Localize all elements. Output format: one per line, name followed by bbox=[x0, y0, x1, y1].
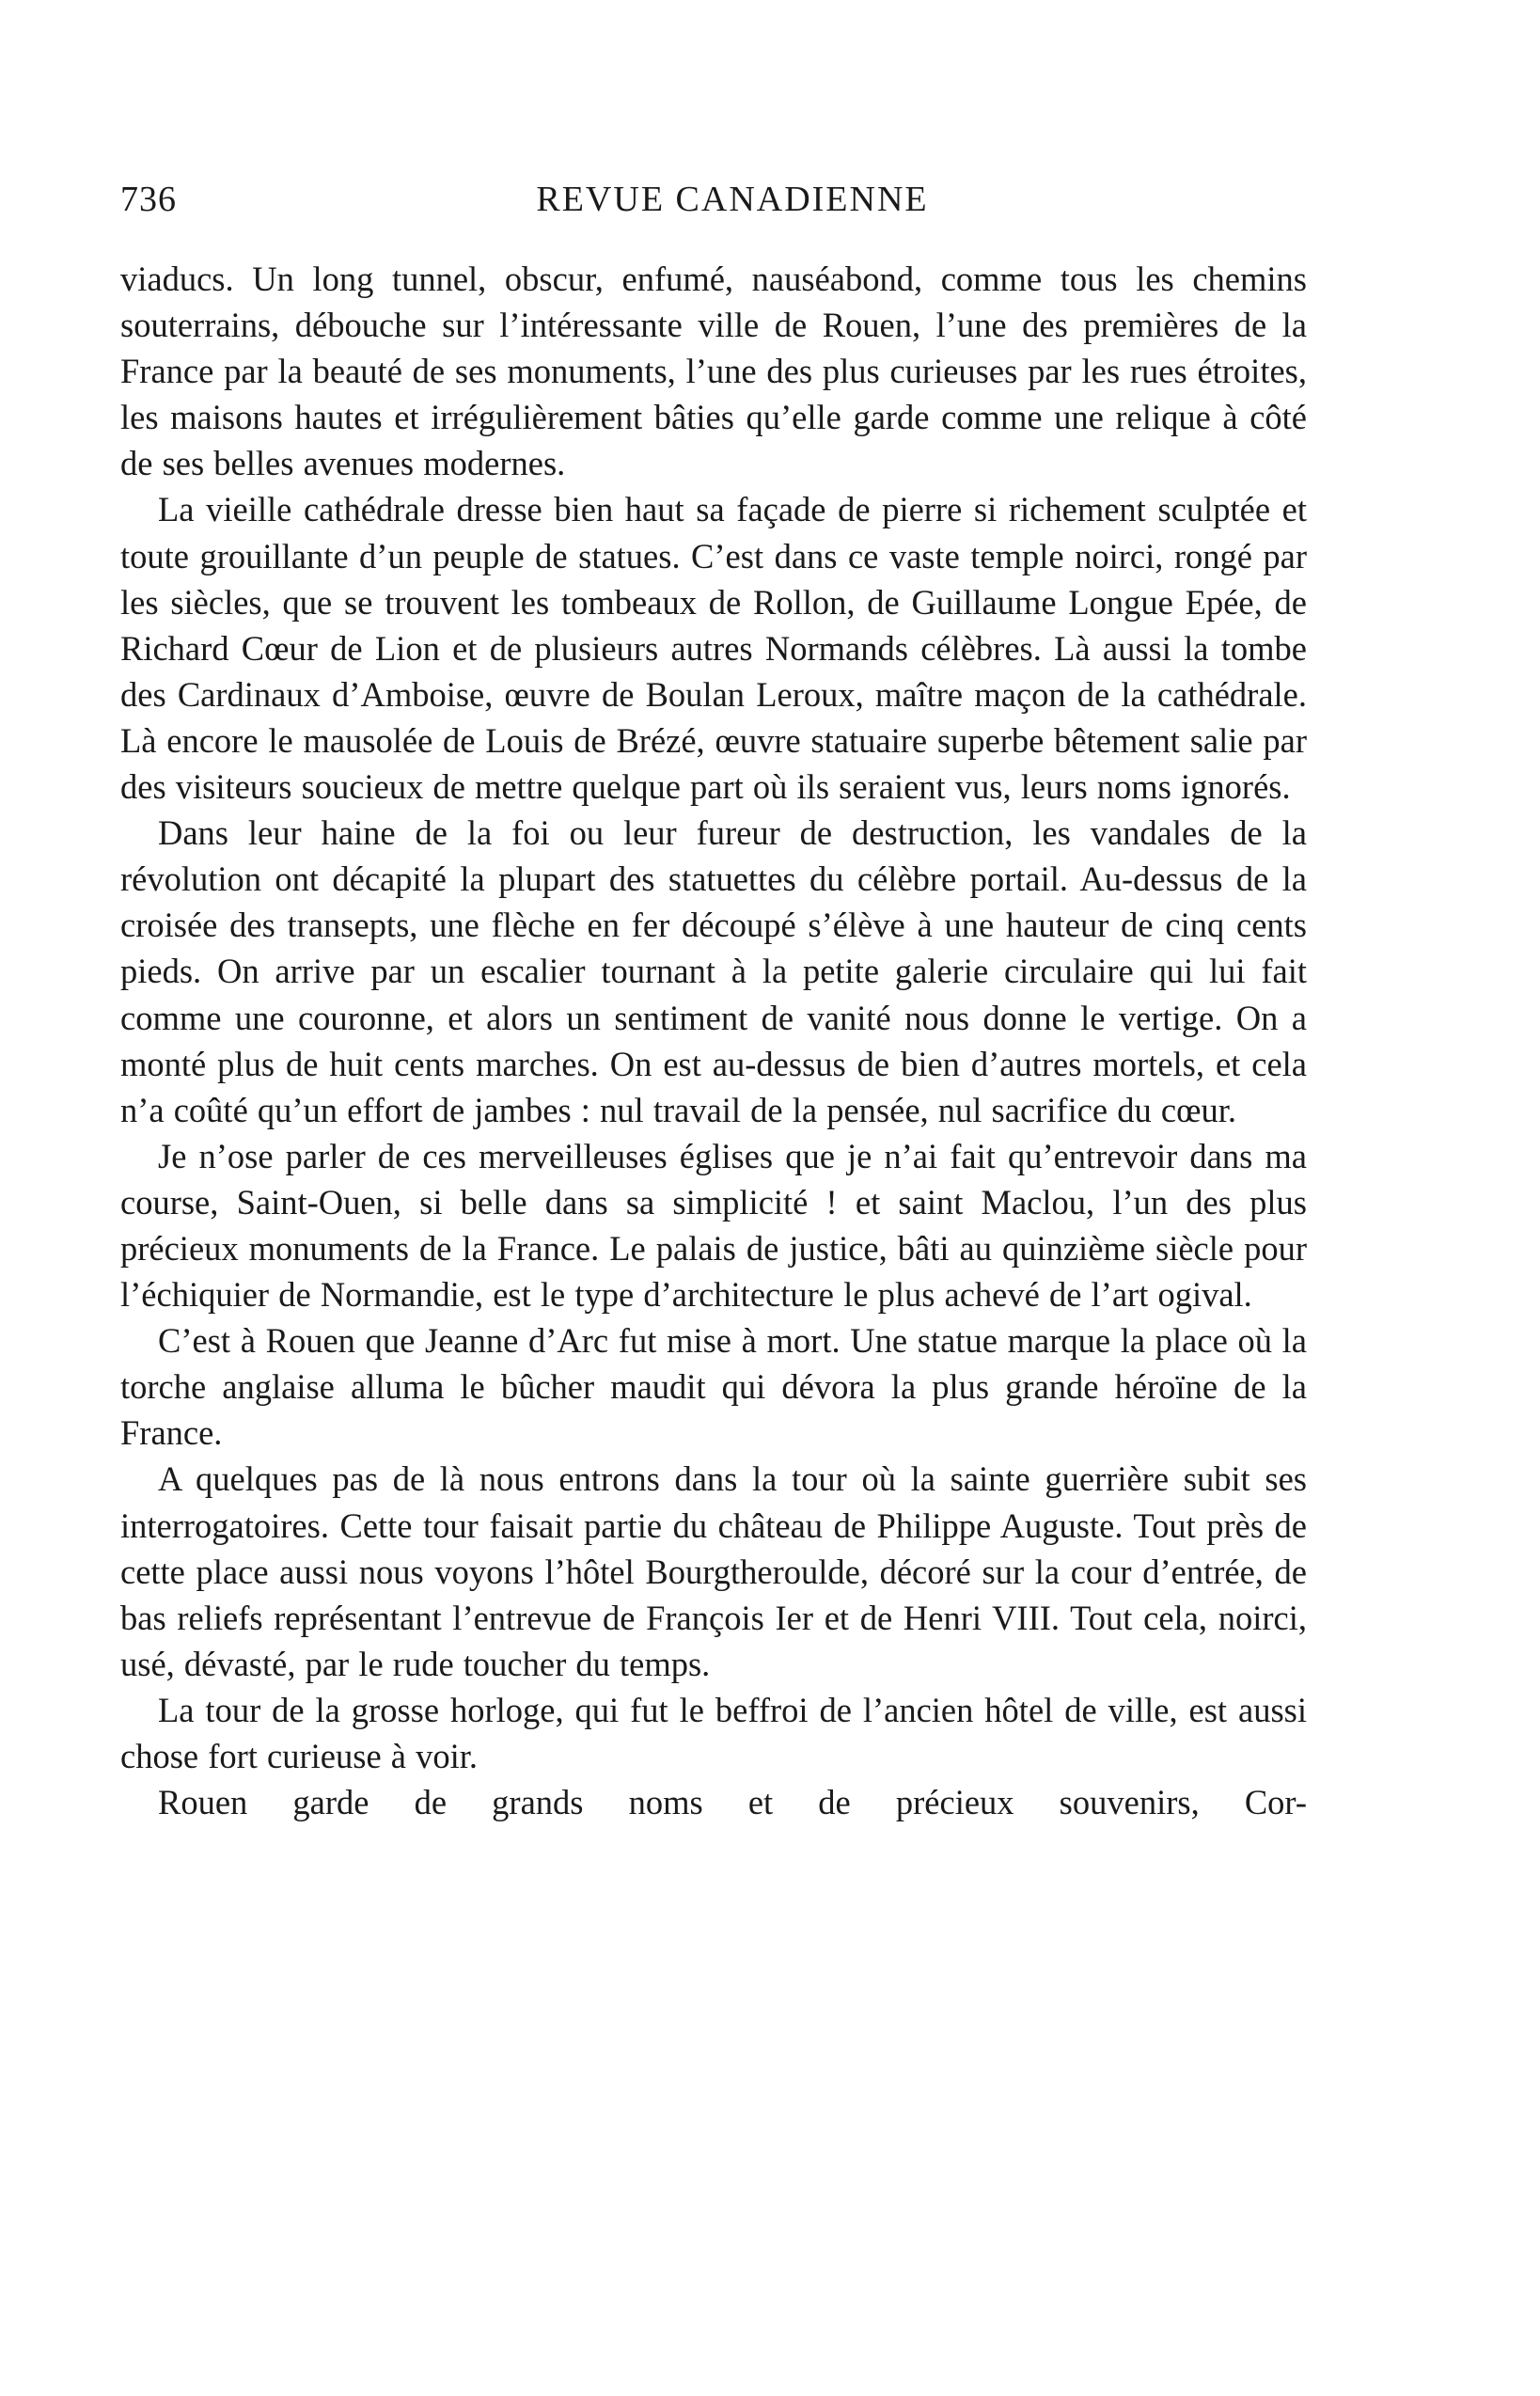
page-number: 736 bbox=[120, 180, 177, 219]
paragraph-8: Rouen garde de grands noms et de précieux souvenirs, Cor- bbox=[158, 1783, 1307, 1822]
paragraph-2: La vieille cathédrale dresse bien haut sa façade de pierre si richement sculptée et toute grouillante d’un peuple de statues. C’est dans ce vaste temple noirci, rongé par les siècles, que se trouvent les tombeaux de Rollon, de Guillaume Longue Epée, de Richard Cœur de Lion et de plusieurs autres Normands célèbres. Là aussi la tombe des Cardinaux d’Amboise, œuvre de Boulan Leroux, maître maçon de la cathédrale. Là encore le mausolée de Louis de Brézé, œuvre statuaire superbe bêtement salie par des visiteurs soucieux de mettre quelque part où ils seraient vus, leurs noms ignorés. bbox=[120, 490, 1307, 807]
paragraph-5: C’est à Rouen que Jeanne d’Arc fut mise à mort. Une statue marque la place où la torche anglaise alluma le bûcher maudit qui dévora la plus grande héroïne de la France. bbox=[120, 1321, 1307, 1453]
paragraph-6: A quelques pas de là nous entrons dans la tour où la sainte guerrière subit ses interrogatoires. Cette tour faisait partie du château de Philippe Auguste. Tout près de cette place aussi nous voyons l’hôtel Bourgtheroulde, décoré sur la cour d’entrée, de bas reliefs représentant l’entrevue de François Ier et de Henri VIII. Tout cela, noirci, usé, dévasté, par le rude toucher du temps. bbox=[120, 1459, 1307, 1683]
body-text bbox=[120, 256, 1307, 1825]
journal-title: REVUE CANADIENNE bbox=[536, 180, 929, 219]
paragraph-4: Je n’ose parler de ces merveilleuses églises que je n’ai fait qu’entrevoir dans ma course, Saint-Ouen, si belle dans sa simplicité ! et saint Maclou, l’un des plus précieux monuments de la France. Le palais de justice, bâti au quinzième siècle pour l’échiquier de Normandie, est le type d’architecture le plus achevé de l’art ogival. bbox=[120, 1136, 1307, 1315]
paragraph-1: viaducs. Un long tunnel, obscur, enfumé, nauséabond, comme tous les chemins souterrains, débouche sur l’intéressante ville de Rouen, l’une des premières de la France par la beauté de ses monuments, l’une des plus curieuses par les rues étroites, les maisons hautes et irrégulièrement bâties qu’elle garde comme une relique à côté de ses belles avenues modernes. bbox=[120, 260, 1307, 483]
paragraph-7: La tour de la grosse horloge, qui fut le beffroi de l’ancien hôtel de ville, est aussi chose fort curieuse à voir. bbox=[120, 1690, 1307, 1775]
running-head bbox=[120, 179, 1307, 235]
paragraph-3: Dans leur haine de la foi ou leur fureur de destruction, les vandales de la révolution ont décapité la plupart des statuettes du célèbre portail. Au-dessus de la croisée des transepts, une flèche en fer découpé s’élève à une hauteur de cinq cents pieds. On arrive par un escalier tournant à la petite galerie circulaire qui lui fait comme une couronne, et alors un sentiment de vanité nous donne le vertige. On a monté plus de huit cents marches. On est au-dessus de bien d’autres mortels, et cela n’a coûté qu’un effort de jambes : nul travail de la pensée, nul sacrifice du cœur. bbox=[120, 813, 1307, 1129]
